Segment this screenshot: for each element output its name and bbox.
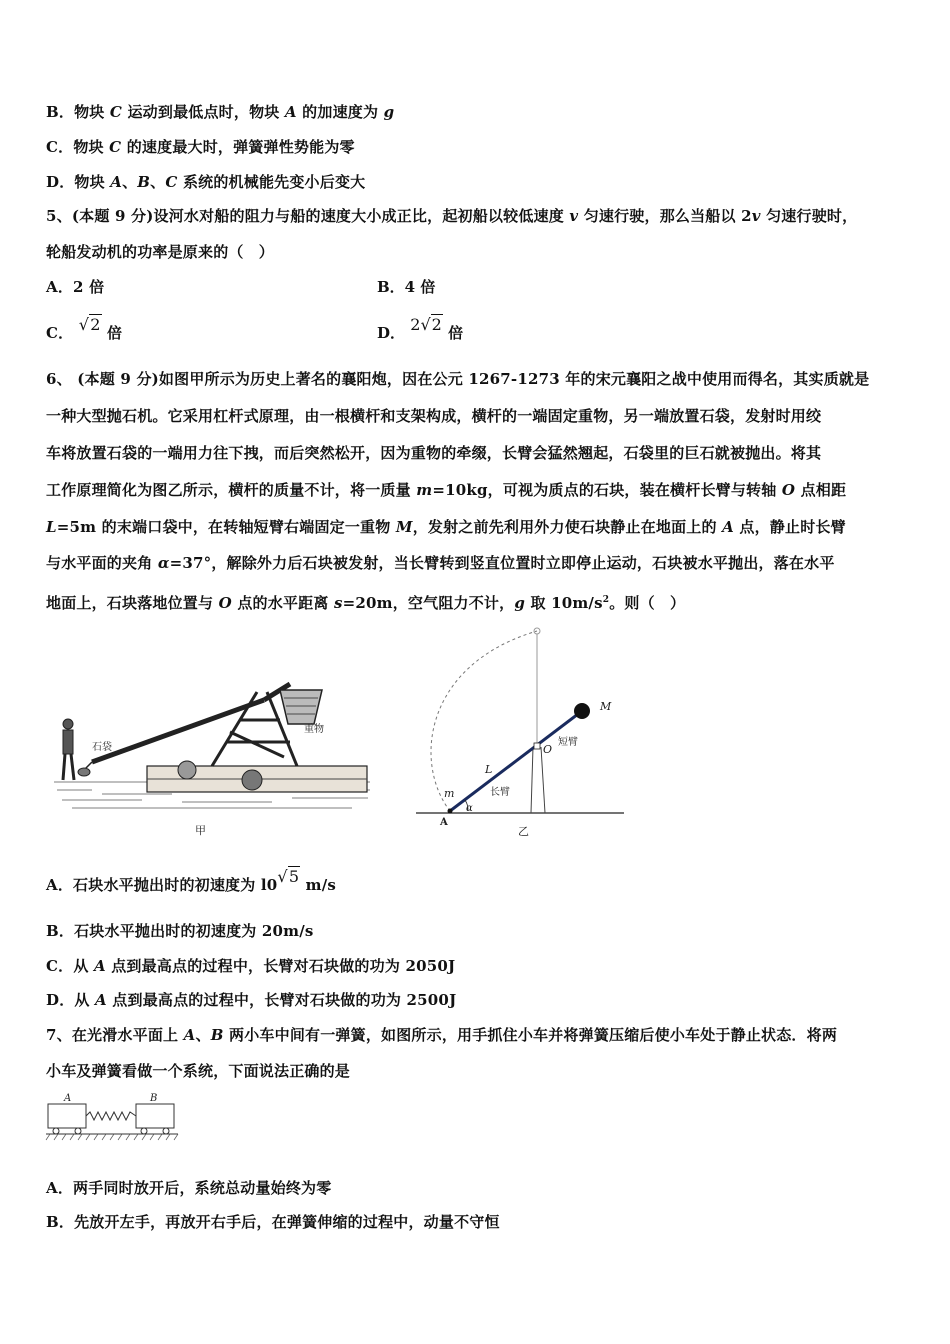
- figure-caption-yi: 乙: [518, 825, 529, 838]
- q6-option-b: B．石块水平抛出时的初速度为 20m/s: [46, 922, 314, 940]
- sqrt-expression: √2: [78, 315, 101, 334]
- label-cart-B: B: [150, 1093, 158, 1104]
- q6-option-c: C．从 A 点到最高点的过程中，长臂对石块做的功为 2050J: [46, 957, 456, 975]
- q4-option-d: D．物块 A、B、C 系统的机械能先变小后变大: [46, 173, 366, 191]
- label-O: O: [543, 743, 553, 756]
- q5-stem-line1: 5、(本题 9 分)设河水对船的阻力与船的速度大小成正比，起初船以较低速度 v 匀速行驶，那么当船以 2v 匀速行驶时，: [46, 207, 858, 225]
- sqrt-expression: √5: [277, 867, 300, 886]
- q6-stem-row: 地面上，石块落地位置与 O 点的水平距离 s=20m，空气阻力不计，g 取 $10m/s^2$。则（ ）: [46, 594, 686, 613]
- q6-stem-row: 一种大型抛石机。它采用杠杆式原理，由一根横杆和支架构成，横杆的一端固定重物，另一端放置石袋，发射时用绞: [46, 406, 822, 425]
- q7-option-b: B．先放开左手，再放开右手后，在弹簧伸缩的过程中，动量不守恒: [46, 1213, 500, 1231]
- q6-option-d: D．从 A 点到最高点的过程中，长臂对石块做的功为 2500J: [46, 991, 457, 1009]
- catapult-schematic-figure: [412, 625, 632, 840]
- q7-option-a: A．两手同时放开后，系统总动量始终为零: [46, 1179, 332, 1197]
- q7-stem-line1: 7、在光滑水平面上 A、B 两小车中间有一弹簧，如图所示，用手抓住小车并将弹簧压缩后使小车处于静止状态．将两: [46, 1026, 838, 1044]
- label-cart-A: A: [64, 1093, 72, 1104]
- label-A: A: [440, 817, 448, 828]
- q6-stem: [46, 361, 906, 619]
- label-long-arm: 长臂: [490, 787, 510, 798]
- q5-stem-line2: 轮船发动机的功率是原来的（ ）: [46, 243, 275, 261]
- q6-stem-row: 与水平面的夹角 α=37°，解除外力后石块被发射，当长臂转到竖直位置时立即停止运动，石块被水平抛出，落在水平: [46, 554, 835, 573]
- q5-option-a: A．2 倍: [46, 278, 105, 296]
- q7-stem-line2: 小车及弹簧看做一个系统，下面说法正确的是: [46, 1062, 351, 1080]
- q6-option-a: A．石块水平抛出时的初速度为 l0√5 m/s: [46, 867, 337, 894]
- figure-caption-jia: 甲: [195, 824, 206, 837]
- label-m: m: [444, 787, 455, 800]
- q6-stem-row: 工作原理简化为图乙所示，横杆的质量不计，将一质量 m=10kg，可视为质点的石块，装在横杆长臂与转轴 O 点相距: [46, 480, 847, 499]
- label-L: L: [485, 763, 493, 776]
- carts-spring-figure: [44, 1090, 180, 1142]
- catapult-illustration-figure: [52, 662, 374, 842]
- q6-stem-row: 车将放置石袋的一端用力往下拽，而后突然松开，因为重物的牵缀，长臂会猛然翘起，石袋里的巨石就被抛出。将其: [46, 443, 822, 462]
- label-M: M: [600, 700, 612, 713]
- label-stonebag: 石袋: [92, 742, 112, 753]
- q4-option-b: B．物块 C 运动到最低点时，物块 A 的加速度为 g: [46, 103, 395, 121]
- q6-stem-row: 6、 (本题 9 分)如图甲所示为历史上著名的襄阳炮，因在公元 1267-1273 年的宋元襄阳之战中使用而得名，其实质就是: [46, 370, 870, 388]
- label-alpha: α: [466, 803, 473, 814]
- label-short-arm: 短臂: [558, 737, 578, 748]
- q5-option-c: C． √2 倍: [46, 315, 123, 342]
- q6-stem-row: L=5m 的末端口袋中，在转轴短臂右端固定一重物 M，发射之前先利用外力使石块静止在地面上的 A 点，静止时长臂: [46, 517, 846, 536]
- label-weight: 重物: [304, 724, 324, 735]
- q5-option-d: D． 2√2 倍: [377, 315, 464, 342]
- q4-option-c: C．物块 C 的速度最大时，弹簧弹性势能为零: [46, 138, 355, 156]
- sqrt-expression: 2√2: [410, 315, 442, 334]
- q5-option-b: B．4 倍: [377, 278, 436, 296]
